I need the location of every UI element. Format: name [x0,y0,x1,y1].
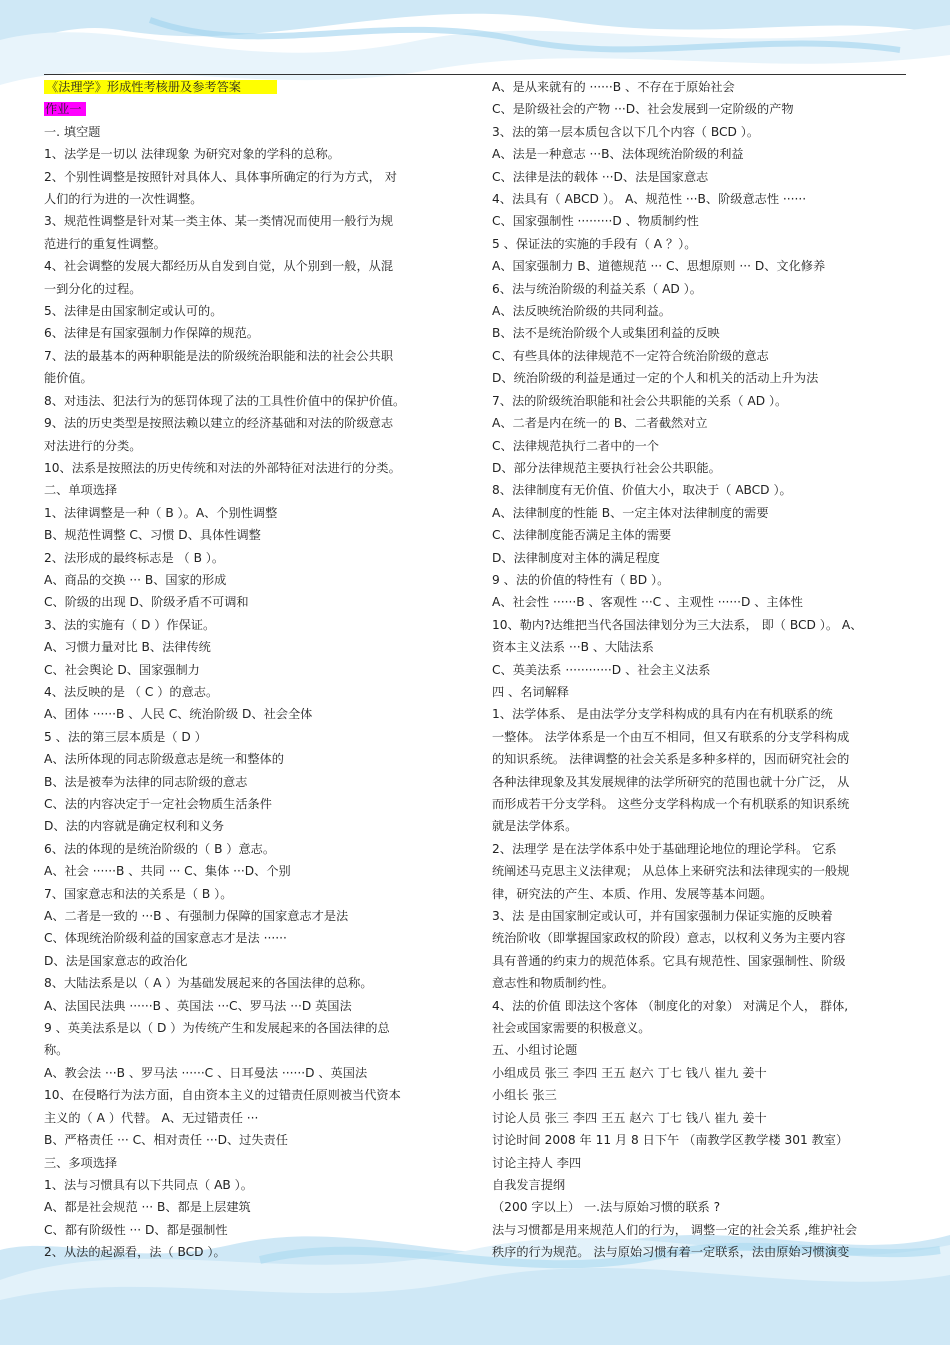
text-line: A、法国民法典 ······B 、英国法 ···C、罗马法 ···D 英国法 [44,998,352,1013]
text-line: C、是阶级社会的产物 ···D、社会发展到一定阶级的产物 [492,102,794,117]
text-line: 就是法学体系。 [492,819,578,834]
text-line: 称。 [44,1043,69,1058]
text-line: A、国家强制力 B、道德规范 ··· C、思想原则 ··· D、文化修养 [492,259,826,274]
text-line: 三、多项选择 [44,1155,118,1170]
text-line: A、法反映统治阶级的共同利益。 [492,304,671,319]
text-line: B、法不是统治阶级个人或集团利益的反映 [492,326,720,341]
text-line: 1、法学是一切以 法律现象 为研究对象的学科的总称。 [44,147,340,162]
text-line: 统阐述马克思主义法律观； 从总体上来研究法和法律现实的一般规 [492,864,850,879]
text-line: 6、法的体现的是统治阶级的（ B ）意志。 [44,841,276,856]
text-line: A、二者是内在统一的 B、二者截然对立 [492,416,708,431]
doc-title-line [44,76,436,98]
text-line: 8、大陆法系是以（ A ）为基础发展起来的各国法律的总称。 [44,976,373,991]
text-line: 范进行的重复性调整。 [44,236,166,251]
text-line: A、团体 ······B 、人民 C、统治阶级 D、社会全体 [44,707,313,722]
text-line: C、法律规范执行二者中的一个 [492,438,659,453]
text-line: A、都是社会规范 ··· B、都是上层建筑 [44,1200,251,1215]
text-line: 五、小组讨论题 [492,1043,578,1058]
text-line: 人们的行为进的一次性调整。 [44,192,203,207]
text-line: 小组长 张三 [492,1088,557,1103]
text-line: A、社会性 ······B 、客观性 ···C 、主观性 ······D 、主体性 [492,595,803,610]
text-line: 主义的（ A ）代替。 A、无过错责任 ··· [44,1110,259,1125]
text-line: 的知识系统。 法律调整的社会关系是多种多样的，因而研究社会的 [492,752,850,767]
text-line: 5 、保证法的实施的手段有（ A ？）。 [492,236,697,251]
right-column [492,76,910,1264]
text-line: 2、法形成的最终标志是 （ B ）。 [44,550,225,565]
text-line: 统治阶收（即掌握国家政权的阶段）意志，以权利义务为主要内容 [492,931,846,946]
text-line: C、法律是法的载体 ···D、法是国家意志 [492,169,709,184]
text-line: 律，研究法的产生、本质、作用、发展等基本问题。 [492,886,773,901]
text-line: A、法律制度的性能 B、一定主体对法律制度的需要 [492,505,769,520]
text-line: A、商品的交换 ··· B、国家的形成 [44,572,227,587]
text-line: D、法的内容就是确定权利和义务 [44,819,225,834]
text-line: A、是从来就有的 ······B 、不存在于原始社会 [492,80,735,94]
text-line: 讨论人员 张三 李四 王五 赵六 丁七 钱八 崔九 姜十 [492,1110,767,1125]
text-line: B、严格责任 ··· C、相对责任 ···D、过失责任 [44,1133,288,1148]
text-line: 自我发言提纲 [492,1177,566,1192]
left-column [44,76,436,1264]
text-line: 四 、名词解释 [492,684,569,699]
text-line: 二、单项选择 [44,483,118,498]
text-line: C、体现统治阶级利益的国家意志才是法 ······ [44,931,287,946]
text-line: D、部分法律规范主要执行社会公共职能。 [492,460,721,475]
text-line: 秩序的行为规范。 法与原始习惯有着一定联系，法由原始习惯演变 [492,1245,850,1260]
text-line: 7、法的阶级统治职能和社会公共职能的关系（ AD ）。 [492,393,788,408]
section-tag: 作业一 [44,102,86,116]
left-text-lines [44,121,436,1264]
text-line: C、法的内容决定于一定社会物质生活条件 [44,797,272,811]
header-rule [44,74,906,75]
text-line: 5、法律是由国家制定或认可的。 [44,304,223,319]
text-line: 9、法的历史类型是按照法赖以建立的经济基础和对法的阶级意志 [44,416,394,431]
text-line: 3、法的实施有（ D ）作保证。 [44,617,216,632]
text-line: 社会或国家需要的积极意义。 [492,1021,651,1036]
text-line: 1、法律调整是一种（ B ）。A、个别性调整 [44,505,278,520]
text-line: A、法是一种意志 ···B、法体现统治阶级的利益 [492,147,744,162]
text-line: 9 、法的价值的特性有（ BD ）。 [492,572,670,587]
text-line: 1、法与习惯具有以下共同点（ AB ）。 [44,1177,253,1192]
text-line: 4、法反映的是 （ C ）的意志。 [44,684,219,699]
text-line: 2、法理学 是在法学体系中处于基础理论地位的理论学科。 它系 [492,841,837,856]
text-line: C、阶级的出现 D、阶级矛盾不可调和 [44,595,249,610]
text-line: 讨论时间 2008 年 11 月 8 日下午 （南教学区教学楼 301 教室） [492,1133,849,1148]
text-line: （200 字以上） 一.法与原始习惯的联系 ? [492,1200,721,1215]
text-line: 4、社会调整的发展大都经历从自发到自觉，从个别到一般，从混 [44,259,394,274]
text-line: 8、法律制度有无价值、价值大小，取决于（ ABCD ）。 [492,483,792,498]
text-line: 一. 填空题 [44,124,101,139]
text-line: D、法是国家意志的政治化 [44,953,188,968]
text-line: D、法律制度对主体的满足程度 [492,550,660,565]
text-line: 6、法律是有国家强制力作保障的规范。 [44,326,259,341]
text-line: 7、法的最基本的两种职能是法的阶级统治职能和法的社会公共职 [44,348,394,363]
text-line: 2、个别性调整是按照针对具体人、具体事所确定的行为方式， 对 [44,169,397,184]
text-line: D、统治阶级的利益是通过一定的个人和机关的活动上升为法 [492,371,819,386]
text-line: A、社会 ······B 、共同 ··· C、集体 ···D、个别 [44,864,291,879]
text-line: 3、法 是由国家制定或认可，并有国家强制力保证实施的反映着 [492,909,833,924]
text-line: C、法律制度能否满足主体的需要 [492,528,672,543]
text-line: B、规范性调整 C、习惯 D、具体性调整 [44,528,261,543]
text-line: A、教会法 ···B 、罗马法 ······C 、日耳曼法 ······D 、英国法 [44,1065,368,1080]
text-line: 4、法具有（ ABCD ）。 A、规范性 ···B、阶级意志性 ······ [492,192,807,207]
text-line: A、习惯力量对比 B、法律传统 [44,640,211,655]
text-line: 1、法学体系、 是由法学分支学科构成的具有内在有机联系的统 [492,707,833,722]
text-line: 6、法与统治阶级的利益关系（ AD ）。 [492,281,702,296]
text-line: 对法进行的分类。 [44,438,142,453]
text-line: 4、法的价值 即法这个客体 （制度化的对象） 对满足个人， 群体, [492,998,849,1013]
text-line: C、社会舆论 D、国家强制力 [44,662,200,677]
text-line: 3、规范性调整是针对某一类主体、某一类情况而使用一般行为规 [44,214,394,229]
text-line: 一到分化的过程。 [44,281,142,296]
text-line: 8、对违法、犯法行为的惩罚体现了法的工具性价值中的保护价值。 [44,393,406,408]
text-line: 意志性和物质制约性。 [492,976,614,991]
text-line: 2、从法的起源看，法（ BCD ）。 [44,1245,226,1260]
text-line: 10、在侵略行为法方面，自由资本主义的过错责任原则被当代资本 [44,1088,401,1103]
text-line: 各种法律现象及其发展规律的法学所研究的范围也就十分广泛， 从 [492,774,850,789]
text-line: 3、法的第一层本质包含以下几个内容（ BCD ）。 [492,124,760,139]
text-line: 10、勒内?达维把当代各国法律划分为三大法系， 即（ BCD ）。 A、 [492,617,863,632]
section-tag-line [44,98,436,120]
text-line: C、有些具体的法律规范不一定符合统治阶级的意志 [492,348,769,363]
text-line: C、英美法系 ············D 、社会主义法系 [492,662,711,677]
text-line: 具有普通的约束力的规范体系。它具有规范性、国家强制性、阶级 [492,953,846,968]
text-line: 能价值。 [44,371,93,386]
text-line: 讨论主持人 李四 [492,1155,582,1170]
text-line: 法与习惯都是用来规范人们的行为， 调整一定的社会关系 ,维护社会 [492,1222,858,1237]
text-line: 9 、英美法系是以（ D ）为传统产生和发展起来的各国法律的总 [44,1021,390,1036]
text-line: 小组成员 张三 李四 王五 赵六 丁七 钱八 崔九 姜十 [492,1065,767,1080]
text-line: C、都有阶级性 ··· D、都是强制性 [44,1222,228,1237]
text-line: 5 、法的第三层本质是（ D ） [44,729,207,744]
text-line: A、法所体现的同志阶级意志是统一和整体的 [44,752,284,767]
text-line: 7、国家意志和法的关系是（ B ）。 [44,886,233,901]
text-line: 而形成若干分支学科。 这些分支学科构成一个有机联系的知识系统 [492,797,850,811]
doc-title: 《法理学》形成性考核册及参考答案 [44,80,277,94]
right-text-lines [492,76,910,1264]
text-line: A、二者是一致的 ···B 、有强制力保障的国家意志才是法 [44,909,349,924]
text-line: 10、法系是按照法的历史传统和对法的外部特征对法进行的分类。 [44,460,401,475]
text-line: C、国家强制性 ·········D 、物质制约性 [492,214,699,229]
text-line: 资本主义法系 ···B 、大陆法系 [492,640,654,655]
text-line: 一整体。 法学体系是一个由互不相同，但又有联系的分支学科构成 [492,729,850,744]
text-line: B、法是被奉为法律的同志阶级的意志 [44,774,248,789]
